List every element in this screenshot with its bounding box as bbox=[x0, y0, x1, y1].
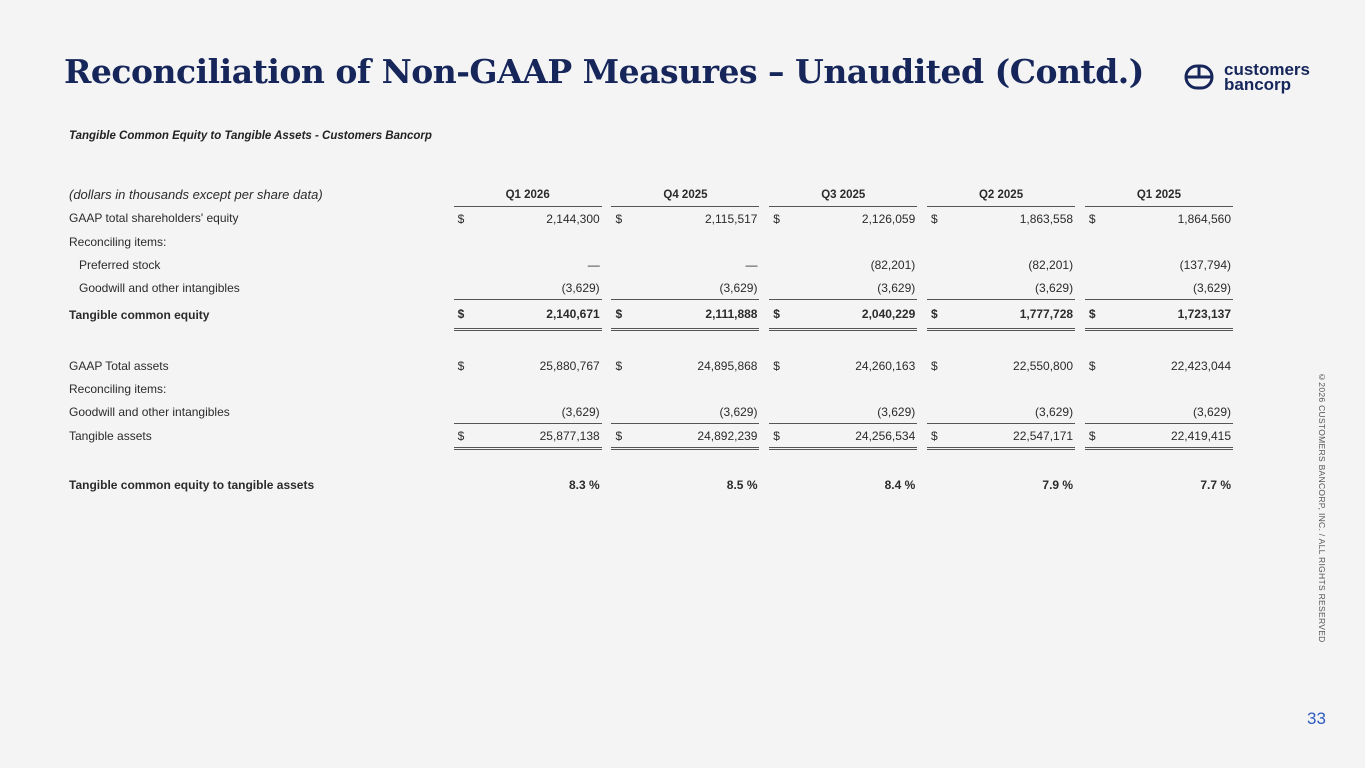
cell-value: 2,111,888 bbox=[635, 300, 759, 330]
row-label: Tangible common equity to tangible assets bbox=[69, 477, 315, 492]
cell-value: (3,629) bbox=[793, 276, 917, 300]
table-row bbox=[69, 276, 1233, 300]
cell-value: 24,260,163 bbox=[855, 358, 916, 373]
cell-value: (3,629) bbox=[1108, 276, 1233, 300]
currency-symbol: $ bbox=[1088, 211, 1096, 226]
cell-value: (3,629) bbox=[477, 400, 601, 424]
table-row bbox=[69, 300, 1233, 330]
table-row bbox=[69, 473, 1233, 496]
cell-value: 7.9 % bbox=[1042, 477, 1074, 492]
currency-symbol: $ bbox=[454, 300, 478, 330]
row-label: GAAP total shareholders' equity bbox=[69, 211, 239, 226]
table-row bbox=[69, 230, 1233, 253]
cell-value: 24,892,239 bbox=[635, 424, 759, 449]
cell-value: (82,201) bbox=[1028, 257, 1074, 272]
cell-value: (82,201) bbox=[870, 257, 916, 272]
table-subtitle: Tangible Common Equity to Tangible Assets - Customers Bancorp bbox=[69, 130, 432, 142]
cell-value: 22,550,800 bbox=[1013, 358, 1074, 373]
cell-value: 24,895,868 bbox=[697, 358, 758, 373]
row-label: Reconciling items: bbox=[69, 234, 167, 249]
cell-value: 22,547,171 bbox=[951, 424, 1075, 449]
cell-value: 2,040,229 bbox=[793, 300, 917, 330]
cell-value: 22,419,415 bbox=[1108, 424, 1233, 449]
period-header: Q2 2025 bbox=[927, 183, 1075, 207]
cell-value: (3,629) bbox=[635, 400, 759, 424]
currency-symbol: $ bbox=[454, 424, 478, 449]
table-row bbox=[69, 377, 1233, 400]
cell-value: 8.3 % bbox=[569, 477, 600, 492]
cell-value: (3,629) bbox=[793, 400, 917, 424]
currency-symbol: $ bbox=[931, 358, 938, 373]
table-row bbox=[69, 354, 1233, 377]
cell-value: 25,877,138 bbox=[477, 424, 601, 449]
cell-value: 1,723,137 bbox=[1108, 300, 1233, 330]
cell-value: 24,256,534 bbox=[793, 424, 917, 449]
currency-symbol: $ bbox=[615, 358, 623, 373]
cell-value: 2,144,300 bbox=[546, 211, 600, 226]
row-label: Goodwill and other intangibles bbox=[69, 404, 230, 419]
period-header: Q4 2025 bbox=[611, 183, 759, 207]
row-label: Preferred stock bbox=[79, 257, 161, 272]
row-label: GAAP Total assets bbox=[69, 358, 169, 373]
currency-symbol: $ bbox=[1088, 358, 1096, 373]
table-row bbox=[69, 400, 1233, 424]
cell-value: 7.7 % bbox=[1200, 477, 1231, 492]
period-header: Q1 2025 bbox=[1085, 183, 1233, 207]
currency-symbol: $ bbox=[769, 424, 793, 449]
cell-value: 2,115,517 bbox=[704, 211, 758, 226]
currency-symbol: $ bbox=[931, 211, 938, 226]
cell-value: (137,794) bbox=[1179, 257, 1231, 272]
units-label: (dollars in thousands except per share data) bbox=[69, 187, 323, 203]
table-row bbox=[69, 207, 1233, 231]
currency-symbol: $ bbox=[927, 424, 951, 449]
row-label: Goodwill and other intangibles bbox=[79, 280, 240, 295]
cell-value: 22,423,044 bbox=[1170, 358, 1231, 373]
cell-value: (3,629) bbox=[635, 276, 759, 300]
currency-symbol: $ bbox=[1085, 424, 1109, 449]
logo-line-2: bancorp bbox=[1224, 75, 1292, 94]
page-title: Reconciliation of Non-GAAP Measures – Unaudited (Contd.) bbox=[64, 52, 1144, 91]
cell-value: 1,863,558 bbox=[1019, 211, 1074, 226]
cell-value: 25,880,767 bbox=[539, 358, 600, 373]
copyright-notice: ©2026 CUSTOMERS BANCORP, INC. / ALL RIGHTS RESERVED bbox=[1317, 372, 1327, 643]
cell-value: (3,629) bbox=[951, 400, 1075, 424]
currency-symbol: $ bbox=[611, 300, 635, 330]
bancorp-logo-icon bbox=[1184, 62, 1214, 92]
cell-value: 8.4 % bbox=[884, 477, 916, 492]
cell-value: (3,629) bbox=[1108, 400, 1233, 424]
currency-symbol: $ bbox=[457, 358, 465, 373]
cell-value: (3,629) bbox=[477, 276, 601, 300]
reconciliation-table bbox=[69, 183, 1233, 496]
cell-value: 2,126,059 bbox=[861, 211, 916, 226]
row-label: Tangible assets bbox=[69, 429, 152, 443]
cell-value: 1,864,560 bbox=[1177, 211, 1231, 226]
cell-value: — bbox=[587, 257, 600, 272]
header-row bbox=[69, 183, 1233, 207]
currency-symbol: $ bbox=[615, 211, 623, 226]
period-header: Q3 2025 bbox=[769, 183, 917, 207]
company-logo bbox=[1184, 62, 1310, 92]
cell-value: 1,777,728 bbox=[951, 300, 1075, 330]
period-header: Q1 2026 bbox=[454, 183, 602, 207]
currency-symbol: $ bbox=[773, 358, 780, 373]
page-number: 33 bbox=[1307, 709, 1326, 728]
table-row bbox=[69, 253, 1233, 276]
currency-symbol: $ bbox=[457, 211, 465, 226]
cell-value: 2,140,671 bbox=[477, 300, 601, 330]
currency-symbol: $ bbox=[1085, 300, 1109, 330]
row-label: Tangible common equity bbox=[69, 307, 210, 322]
cell-value: (3,629) bbox=[951, 276, 1075, 300]
table-row bbox=[69, 424, 1233, 449]
currency-symbol: $ bbox=[769, 300, 793, 330]
logo-line-1: customers bbox=[1224, 60, 1310, 79]
cell-value: 8.5 % bbox=[726, 477, 758, 492]
currency-symbol: $ bbox=[773, 211, 780, 226]
currency-symbol: $ bbox=[927, 300, 951, 330]
row-label: Reconciling items: bbox=[69, 381, 167, 396]
logo-text bbox=[1224, 62, 1310, 92]
cell-value: — bbox=[745, 257, 758, 272]
currency-symbol: $ bbox=[611, 424, 635, 449]
